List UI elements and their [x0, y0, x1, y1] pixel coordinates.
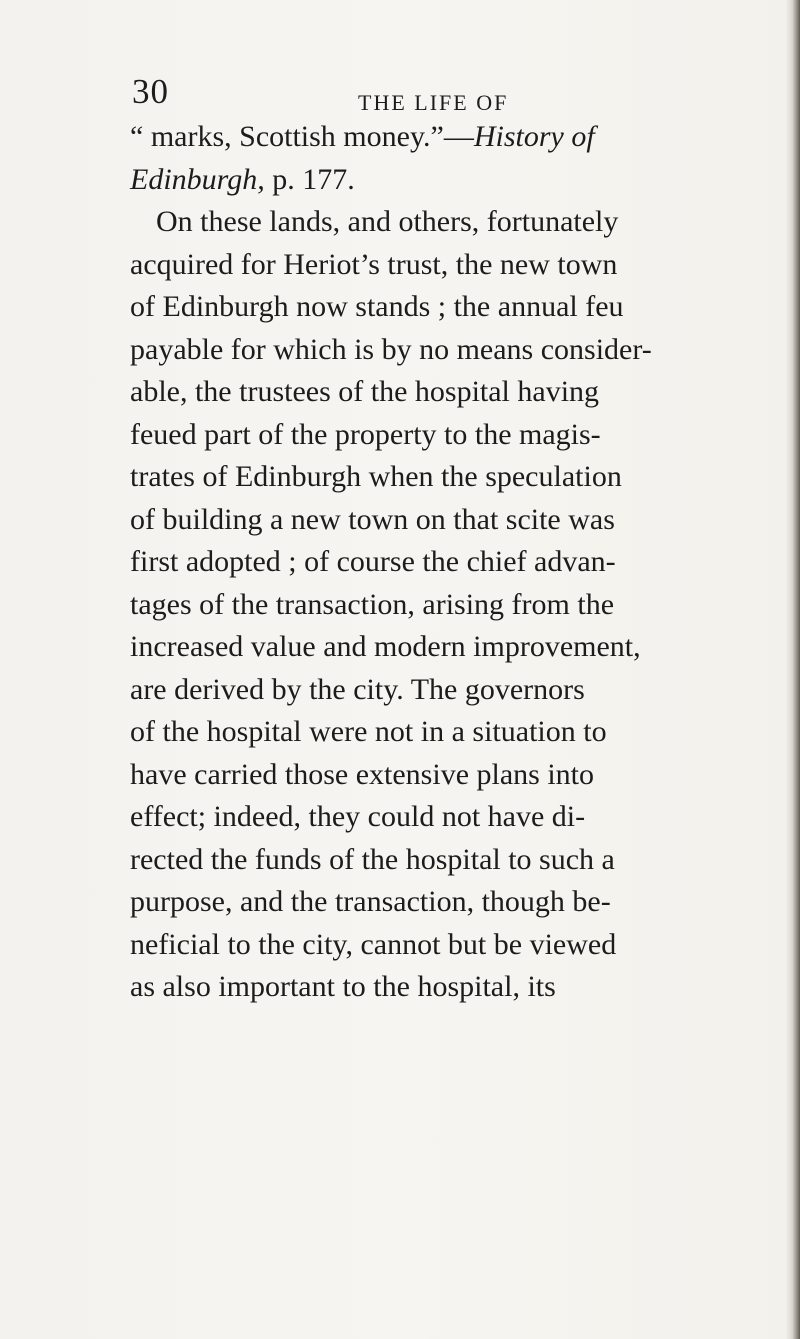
text-line: acquired for Heriot’s trust, the new town — [130, 247, 618, 281]
quotation-text: “ marks, Scottish money.”— — [130, 120, 474, 153]
text-line: of building a new town on that scite was — [130, 502, 615, 536]
text-line: purpose, and the transaction, though be- — [130, 885, 611, 918]
citation-page: p. 177. — [264, 162, 355, 196]
text-line: have carried those extensive plans into — [130, 757, 595, 791]
text-line: able, the trustees of the hospital having — [130, 375, 600, 408]
text-line — [130, 159, 790, 202]
text-line: tages of the transaction, arising from the — [130, 587, 615, 621]
text-line: feued part of the property to the magis- — [130, 417, 601, 451]
text-line: effect; indeed, they could not have di- — [130, 800, 586, 833]
citation-title: Edinburgh, — [130, 162, 265, 196]
text-line: first adopted ; of course the chief advan- — [130, 545, 616, 578]
text-line: rected the funds of the hospital to such a — [130, 842, 615, 876]
text-line: neficial to the city, cannot but be viewed — [130, 927, 617, 961]
text-line: are derived by the city. The governors — [130, 672, 585, 706]
text-line: payable for which is by no means consider- — [130, 332, 652, 366]
text-line: of Edinburgh now stands ; the annual feu — [130, 290, 624, 323]
text-line: trates of Edinburgh when the speculation — [130, 460, 622, 493]
text-line: of the hospital were not in a situation to — [130, 715, 607, 748]
paragraph-start-line: On these lands, and others, fortunately — [156, 205, 619, 238]
page-number: 30 — [132, 72, 169, 111]
body-text — [130, 116, 790, 1009]
text-line: as also important to the hospital, its — [130, 970, 556, 1003]
running-head: THE LIFE OF — [358, 90, 509, 115]
citation-title: History of — [473, 120, 595, 153]
text-line — [130, 116, 790, 159]
text-line: increased value and modern improvement, — [130, 630, 641, 663]
